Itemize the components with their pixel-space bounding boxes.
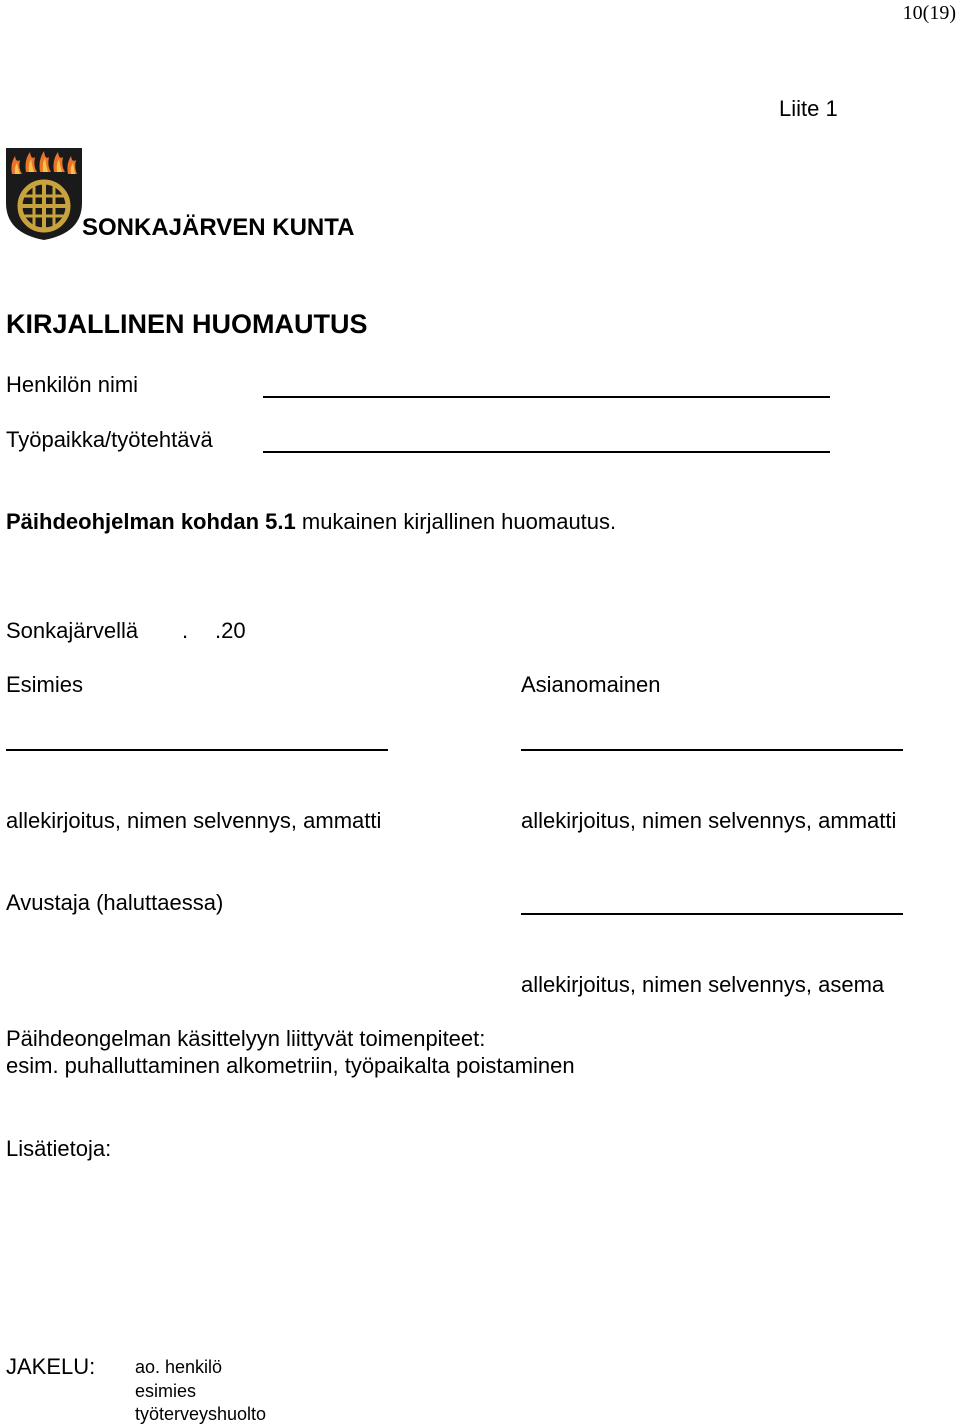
date-day-separator: . [182, 618, 189, 643]
document-title: KIRJALLINEN HUOMAUTUS [6, 309, 368, 339]
subject-signature-line[interactable] [521, 749, 903, 751]
assistant-label: Avustaja (haluttaessa) [6, 890, 224, 915]
subject-label: Asianomainen [521, 672, 661, 697]
distribution-recipient: ao. henkilö [135, 1357, 223, 1377]
supervisor-signature-caption: allekirjoitus, nimen selvennys, ammatti [6, 808, 382, 833]
attachment-label: Liite 1 [779, 96, 838, 121]
workplace-field[interactable] [263, 451, 830, 453]
statement-bold: Päihdeohjelman kohdan 5.1 [6, 509, 296, 534]
place-label: Sonkajärvellä [6, 618, 139, 643]
organization-name: SONKAJÄRVEN KUNTA [82, 214, 355, 241]
subject-signature-caption: allekirjoitus, nimen selvennys, ammatti [521, 808, 897, 833]
person-name-field[interactable] [263, 396, 830, 398]
statement [6, 509, 616, 535]
date-year: .20 [215, 618, 246, 643]
measures-example: esim. puhalluttaminen alkometriin, työpaikalta poistaminen [6, 1053, 575, 1078]
person-name-label: Henkilön nimi [6, 372, 139, 397]
measures-heading: Päihdeongelman käsittelyyn liittyvät toimenpiteet: [6, 1026, 486, 1051]
statement-regular: mukainen kirjallinen huomautus. [295, 509, 617, 534]
page-number: 10(19) [902, 2, 956, 24]
distribution-recipient: työterveyshuolto [135, 1404, 267, 1424]
assistant-signature-line[interactable] [521, 913, 903, 915]
distribution-label: JAKELU: [6, 1354, 96, 1379]
supervisor-signature-line[interactable] [6, 749, 388, 751]
workplace-label: Työpaikka/työtehtävä [6, 427, 213, 452]
additional-info-label: Lisätietoja: [6, 1136, 112, 1161]
assistant-signature-caption: allekirjoitus, nimen selvennys, asema [521, 972, 885, 997]
supervisor-label: Esimies [6, 672, 84, 697]
distribution-recipient: esimies [135, 1381, 197, 1401]
municipal-coat-of-arms-icon [6, 148, 82, 240]
